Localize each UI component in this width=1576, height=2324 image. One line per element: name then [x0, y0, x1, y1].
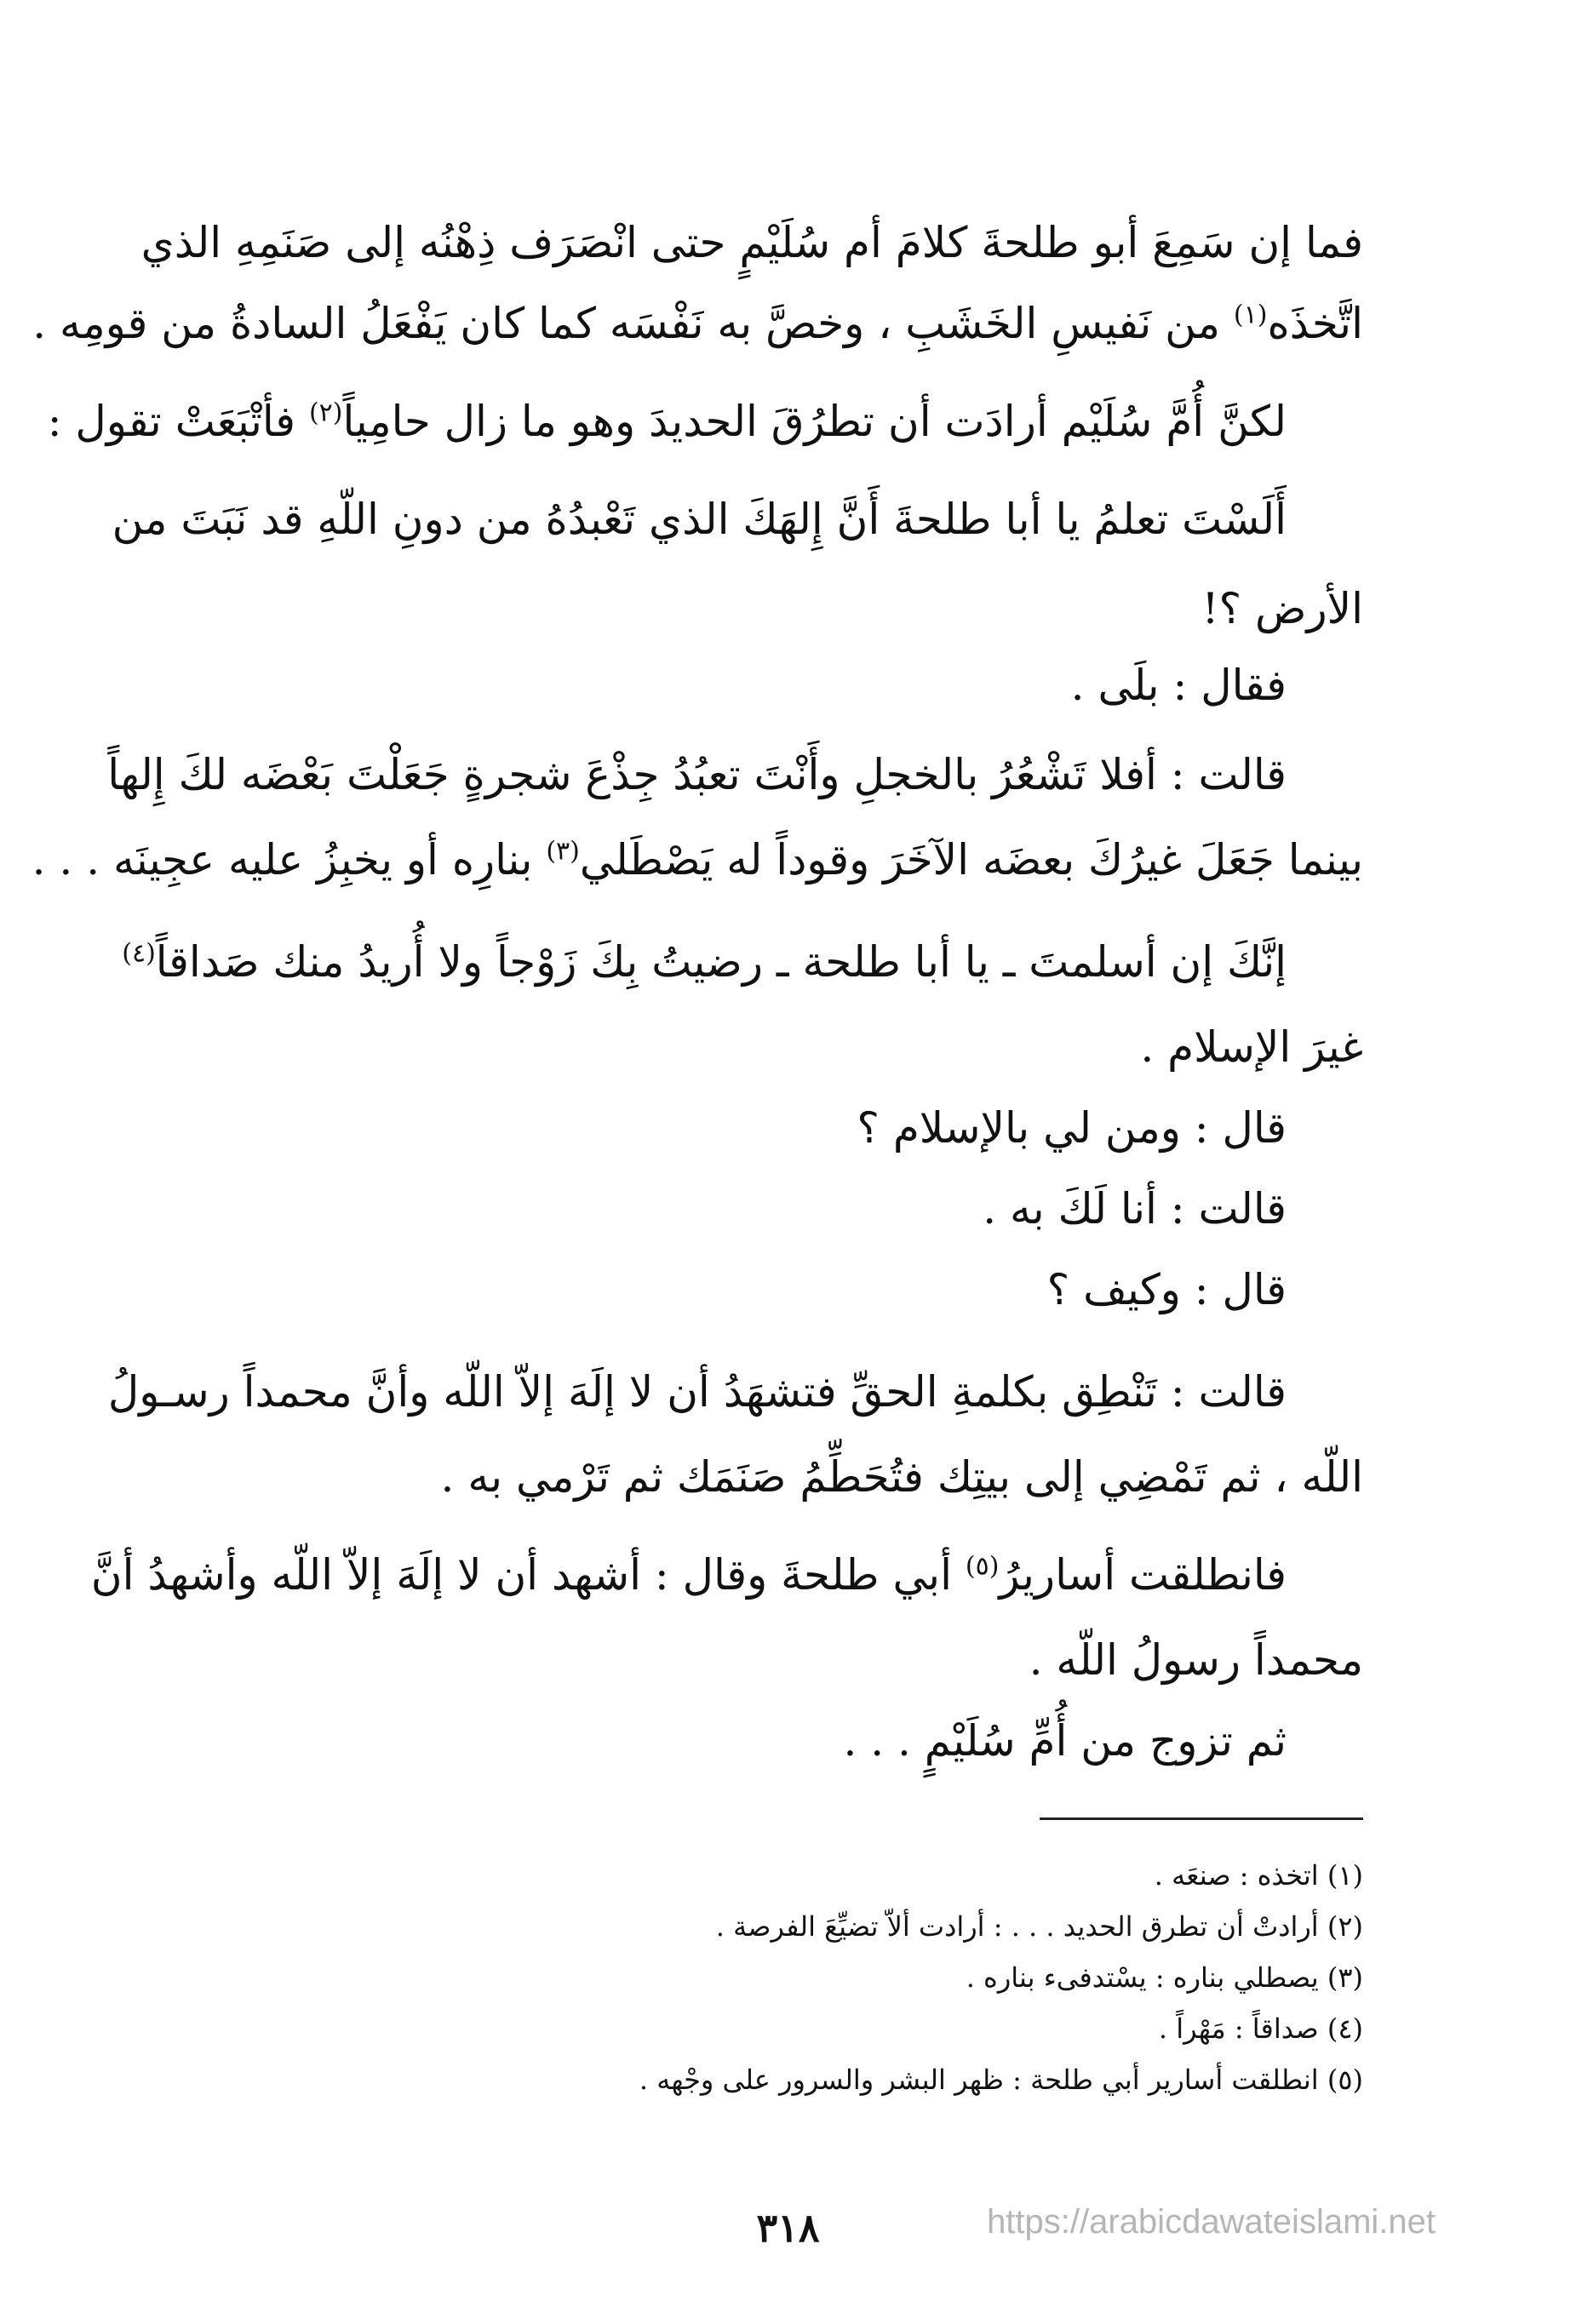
text: فانطلقت أساريرُ	[999, 1550, 1287, 1600]
footnote-ref: (٢)	[308, 398, 343, 428]
footnote-ref: (٤)	[122, 938, 156, 969]
text: محمداً رسولُ اللّه .	[1029, 1635, 1363, 1685]
footnote-item: (٤) صداقاً : مَهْراً .	[1158, 2012, 1363, 2045]
watermark-url: https://arabicdawateislami.net	[987, 2203, 1436, 2241]
paragraph-line	[441, 1447, 1363, 1507]
text: الأرض ؟!	[1201, 584, 1363, 633]
paragraph-line	[122, 932, 1287, 992]
text: ثم تزوج من أُمِّ سُلَيْمٍ . . .	[843, 1716, 1287, 1766]
paragraph-line	[1047, 1260, 1287, 1319]
paragraph-line	[32, 830, 1363, 890]
text: أبي طلحةَ وقال : أشهد أن لا إلَهَ إلاّ اللّه وأشهدُ أنَّ	[90, 1550, 966, 1600]
footnote-ref: (١)	[1233, 300, 1268, 330]
footnote-ref: (٣)	[546, 836, 580, 867]
text: من نَفيسِ الخَشَبِ ، وخصَّ به نَفْسَه كما كان يَفْعَلُ السادةُ من قومِه .	[32, 299, 1234, 348]
paragraph-line	[983, 1179, 1287, 1239]
page-number: ٣١٨	[756, 2205, 820, 2251]
text: بنارِه أو يخبِزُ عليه عجِينَه . . .	[32, 835, 547, 884]
text: إنَّكَ إن أسلمتَ ـ يا أبا طلحة ـ رضيتُ بِكَ زَوْجاً ولا أُريدُ منك صَداقاً	[155, 937, 1287, 987]
paragraph-line	[91, 1545, 1287, 1605]
text: اللّه ، ثم تَمْضِي إلى بيتِك فتُحَطِّمُ صَنَمَك ثم تَرْمي به .	[440, 1452, 1363, 1502]
text: فما إن سَمِعَ أبو طلحةَ كلامَ أم سُلَيْمٍ حتى انْصَرَف ذِهْنُه إلى صَنَمِهِ الذي	[140, 218, 1363, 267]
paragraph-line	[843, 1711, 1287, 1771]
text: قال : وكيف ؟	[1046, 1265, 1287, 1314]
text: أَلَسْتَ تعلمُ يا أبا طلحةَ أَنَّ إِلهَكَ الذي تَعْبدُهُ من دونِ اللّهِ قد نَبَتَ من	[112, 495, 1287, 544]
paragraph-line	[108, 1362, 1287, 1422]
text: بينما جَعَلَ غيرُكَ بعضَه الآخَرَ وقوداً له يَصْطَلي	[579, 835, 1363, 884]
paragraph-line	[32, 294, 1363, 353]
paragraph-line	[1201, 579, 1363, 638]
paragraph-line	[1071, 655, 1287, 715]
text: غيرَ الإسلام .	[1140, 1022, 1363, 1072]
paragraph-line	[112, 489, 1287, 549]
footnote-item: (٢) أرادتْ أن تطرق الحديد . . . : أرادت ألاّ تضيِّعَ الفرصة .	[715, 1910, 1363, 1943]
paragraph-line	[857, 1098, 1287, 1158]
footnote-item: (٣) يصطلي بناره : يسْتدفىء بناره .	[966, 1961, 1363, 1994]
paragraph-line	[1029, 1630, 1363, 1690]
footnote-divider	[1040, 1817, 1363, 1820]
footnote-ref: (٥)	[965, 1551, 1000, 1582]
paragraph-line	[107, 745, 1287, 804]
paragraph-line	[1140, 1017, 1363, 1077]
text: قالت : أفلا تَشْعُرُ بالخجلِ وأَنْتَ تعبُدُ جِذْعَ شجرةٍ جَعَلْتَ بَعْضَه لكَ إِلهاً	[107, 750, 1287, 799]
text: فأتْبَعَتْ تقول :	[47, 397, 309, 446]
text: قالت : أنا لَكَ به .	[983, 1184, 1287, 1234]
footnote-item: (٥) انطلقت أسارير أبي طلحة : ظهر البشر والسرور على وجْهه .	[639, 2064, 1363, 2096]
paragraph-line	[141, 213, 1363, 272]
text: اتَّخذَه	[1267, 299, 1363, 348]
text: لكنَّ أُمَّ سُلَيْم أرادَت أن تطرُقَ الحديدَ وهو ما زال حامِياً	[342, 397, 1287, 446]
text: قال : ومن لي بالإسلام ؟	[857, 1103, 1287, 1153]
text: فقال : بلَى .	[1070, 661, 1287, 710]
paragraph-line	[48, 392, 1287, 451]
footnote-item: (١) اتخذه : صنعَه .	[1154, 1859, 1363, 1892]
text: قالت : تَنْطِق بكلمةِ الحقِّ فتشهَدُ أن لا إلَهَ إلاّ اللّه وأنَّ محمداً رسـولُ	[107, 1367, 1287, 1417]
